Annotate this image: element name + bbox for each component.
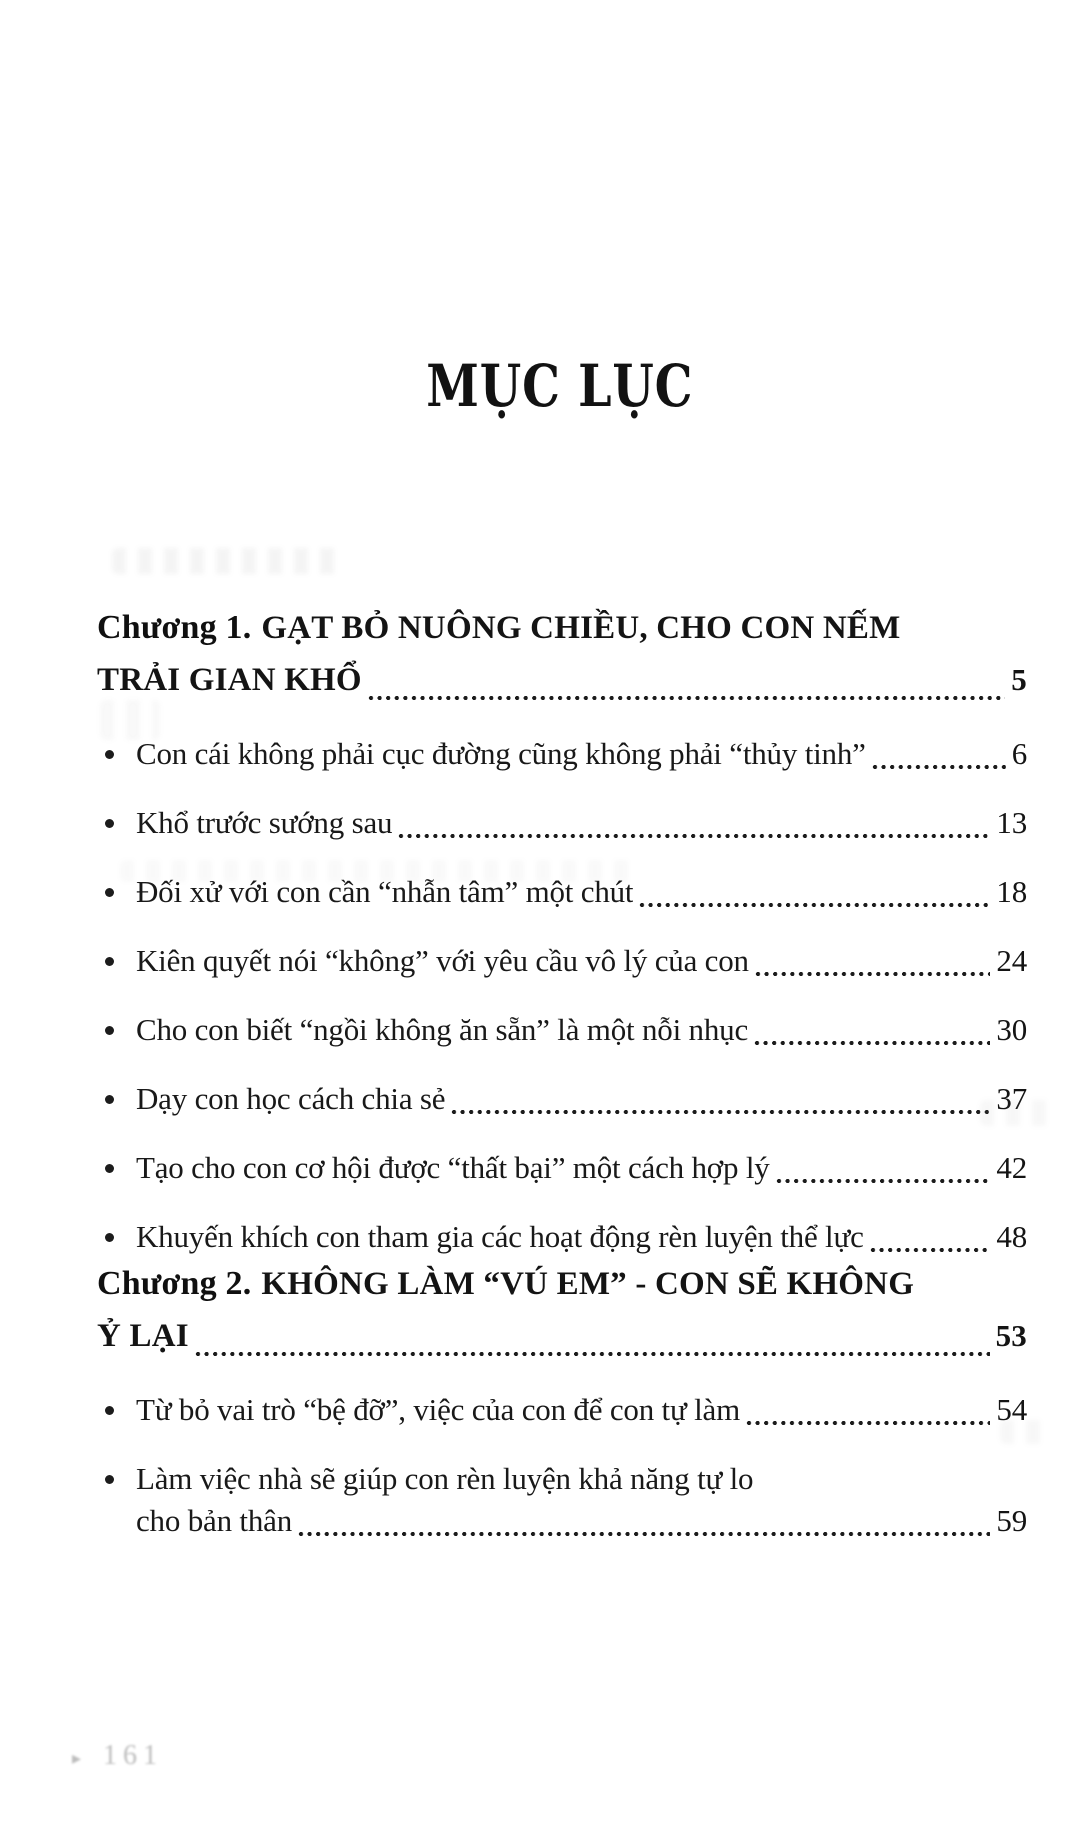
toc-item-text: Đối xử với con cần “nhẫn tâm” một chút: [136, 874, 634, 909]
toc-item-text: Từ bỏ vai trò “bệ đỡ”, việc của con để con tự làm: [136, 1392, 740, 1427]
toc-item-text: Con cái không phải cục đường cũng không phải “thủy tinh”: [136, 736, 866, 771]
dot-leader: [775, 1159, 991, 1189]
chapter-heading-line: [97, 654, 1027, 706]
toc-item-text: Làm việc nhà sẽ giúp con rèn luyện khả năng tự lo: [136, 1461, 754, 1496]
toc-item: [97, 940, 1027, 982]
dot-leader: [754, 952, 991, 982]
bullet-icon: [105, 750, 114, 759]
item-page-number: 59: [996, 1503, 1027, 1538]
bullet-icon: [105, 888, 114, 897]
bullet-icon: [105, 1475, 114, 1484]
dot-leader: [367, 676, 1006, 706]
item-page-number: 13: [996, 805, 1027, 840]
toc-item-body: [136, 802, 1027, 844]
table-of-contents: [0, 602, 1080, 1542]
bullet-icon: [105, 1406, 114, 1415]
toc-item-body: [136, 1147, 1027, 1189]
toc-item-body: [136, 871, 1027, 913]
bullet-icon: [105, 957, 114, 966]
toc-item: [97, 733, 1027, 775]
item-page-number: 37: [996, 1081, 1027, 1116]
item-page-number: 24: [996, 943, 1027, 978]
item-page-number: 6: [1011, 736, 1027, 771]
chapter-page-number: 5: [1011, 662, 1027, 697]
chapter-entry: [97, 1258, 1027, 1362]
toc-item-body: [136, 1458, 1027, 1542]
chapter-entry: [97, 602, 1027, 706]
dot-leader: [297, 1512, 990, 1542]
toc-item-body: [136, 1389, 1027, 1431]
item-page-number: 42: [996, 1150, 1027, 1185]
chapter-title-text: TRẢI GIAN KHỔ: [97, 662, 362, 698]
toc-item-text: Tạo cho con cơ hội được “thất bại” một cách hợp lý: [136, 1150, 770, 1185]
toc-item-last-line: [136, 802, 1027, 844]
chapter-title-text: GẠT BỎ NUÔNG CHIỀU, CHO CON NẾM: [261, 610, 901, 646]
toc-item-last-line: [136, 871, 1027, 913]
bleed-through-page-number: ▸ 161: [72, 1740, 164, 1771]
scan-artifact: [112, 548, 342, 574]
chapter-heading-line: [97, 1258, 1027, 1310]
toc-item-text: cho bản thân: [136, 1503, 292, 1538]
toc-item: [97, 1009, 1027, 1051]
chapter-heading-line: [97, 1310, 1027, 1362]
dot-leader: [871, 745, 1006, 775]
toc-item-body: [136, 1216, 1027, 1258]
dot-leader: [397, 814, 990, 844]
dot-leader: [450, 1090, 990, 1120]
item-page-number: 30: [996, 1012, 1027, 1047]
toc-item: [97, 1216, 1027, 1258]
toc-item-body: [136, 733, 1027, 775]
toc-item-text: Khổ trước sướng sau: [136, 805, 393, 840]
bullet-icon: [105, 1026, 114, 1035]
bleed-arrow-mark: ▸: [72, 1748, 88, 1768]
toc-item-body: [136, 940, 1027, 982]
dot-leader: [194, 1332, 990, 1362]
item-page-number: 18: [996, 874, 1027, 909]
toc-item: [97, 1458, 1027, 1542]
toc-item-text: Khuyến khích con tham gia các hoạt động rèn luyện thể lực: [136, 1219, 864, 1254]
chapter-title-text: Ỷ LẠI: [97, 1318, 189, 1354]
dot-leader: [869, 1228, 991, 1258]
toc-item-last-line: [136, 1216, 1027, 1258]
toc-item: [97, 1389, 1027, 1431]
toc-item-body: [136, 1078, 1027, 1120]
toc-item-last-line: [136, 733, 1027, 775]
toc-item: [97, 1078, 1027, 1120]
toc-item-body: [136, 1009, 1027, 1051]
toc-item-last-line: [136, 940, 1027, 982]
bullet-icon: [105, 819, 114, 828]
chapter-number-label: Chương 1.: [97, 609, 252, 646]
chapter-number-label: Chương 2.: [97, 1265, 252, 1302]
toc-item-last-line: [136, 1389, 1027, 1431]
dot-leader: [753, 1021, 990, 1051]
bullet-icon: [105, 1233, 114, 1242]
toc-item: [97, 1147, 1027, 1189]
chapter-page-number: 53: [995, 1318, 1027, 1353]
toc-item-last-line: [136, 1078, 1027, 1120]
page-title: MỤC LỤC: [426, 352, 694, 420]
bullet-icon: [105, 1095, 114, 1104]
bullet-icon: [105, 1164, 114, 1173]
toc-item-text: Dạy con học cách chia sẻ: [136, 1081, 446, 1116]
toc-item-last-line: [136, 1009, 1027, 1051]
dot-leader: [638, 883, 990, 913]
toc-item: [97, 802, 1027, 844]
item-page-number: 48: [996, 1219, 1027, 1254]
toc-item-text: Kiên quyết nói “không” với yêu cầu vô lý của con: [136, 943, 749, 978]
toc-item: [97, 871, 1027, 913]
chapter-heading-line: [97, 602, 1027, 654]
toc-item-last-line: [136, 1500, 1027, 1542]
toc-item-last-line: [136, 1147, 1027, 1189]
dot-leader: [745, 1401, 990, 1431]
toc-item-text: Cho con biết “ngồi không ăn sẵn” là một nỗi nhục: [136, 1012, 749, 1047]
item-page-number: 54: [996, 1392, 1027, 1427]
chapter-title-text: KHÔNG LÀM “VÚ EM” - CON SẼ KHÔNG: [261, 1266, 915, 1302]
